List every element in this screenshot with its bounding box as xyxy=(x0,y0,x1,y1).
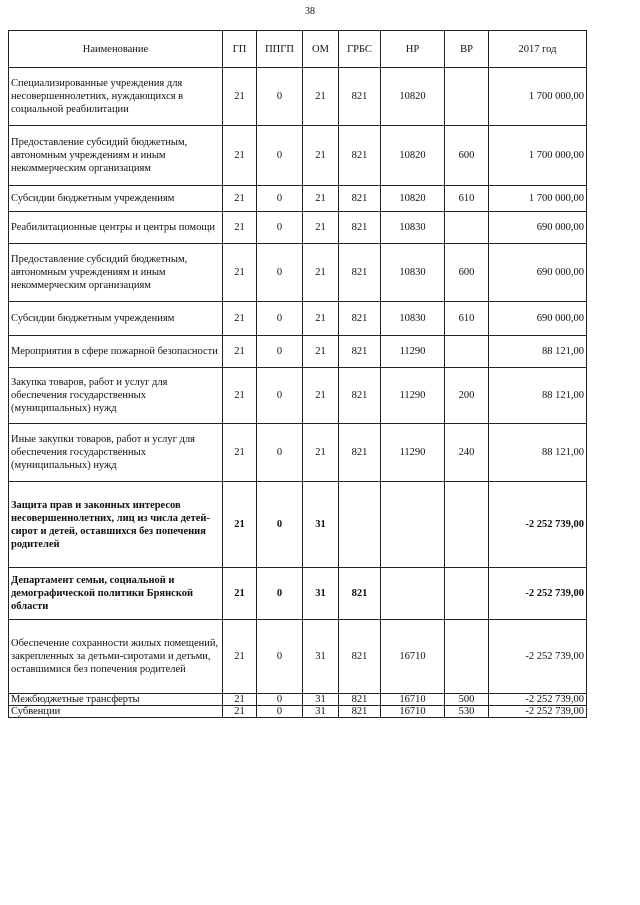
row-name: Реабилитационные центры и центры помощи xyxy=(9,212,223,244)
row-grbs: 821 xyxy=(339,694,381,706)
row-amount: 88 121,00 xyxy=(489,368,587,424)
row-gp: 21 xyxy=(223,694,257,706)
row-nr: 10830 xyxy=(381,212,445,244)
row-nr: 16710 xyxy=(381,620,445,694)
row-name: Предоставление субсидий бюджетным, автономным учреждениям и иным некоммерческим организациям xyxy=(9,126,223,186)
row-amount: 690 000,00 xyxy=(489,302,587,336)
row-ppgp: 0 xyxy=(257,620,303,694)
row-vr: 200 xyxy=(445,368,489,424)
row-vr xyxy=(445,212,489,244)
row-gp: 21 xyxy=(223,368,257,424)
row-gp: 21 xyxy=(223,186,257,212)
row-grbs: 821 xyxy=(339,302,381,336)
row-ppgp: 0 xyxy=(257,336,303,368)
header-gp: ГП xyxy=(223,31,257,68)
row-gp: 21 xyxy=(223,302,257,336)
row-om: 31 xyxy=(303,694,339,706)
row-gp: 21 xyxy=(223,336,257,368)
row-name: Обеспечение сохранности жилых помещений, закрепленных за детьми-сиротами и детьми, оставшимися без попечения родителей xyxy=(9,620,223,694)
row-grbs: 821 xyxy=(339,424,381,482)
row-om: 21 xyxy=(303,368,339,424)
row-amount: 1 700 000,00 xyxy=(489,186,587,212)
row-gp: 21 xyxy=(223,68,257,126)
table-row xyxy=(9,244,587,302)
row-vr: 600 xyxy=(445,244,489,302)
row-vr xyxy=(445,68,489,126)
row-nr xyxy=(381,482,445,568)
row-amount: -2 252 739,00 xyxy=(489,706,587,718)
row-om: 31 xyxy=(303,620,339,694)
row-om: 21 xyxy=(303,336,339,368)
table-row xyxy=(9,212,587,244)
table-row xyxy=(9,620,587,694)
row-ppgp: 0 xyxy=(257,212,303,244)
row-grbs xyxy=(339,482,381,568)
row-nr: 10820 xyxy=(381,186,445,212)
row-name: Мероприятия в сфере пожарной безопасности xyxy=(9,336,223,368)
row-ppgp: 0 xyxy=(257,694,303,706)
table-row xyxy=(9,302,587,336)
header-ppgp: ППГП xyxy=(257,31,303,68)
row-vr: 610 xyxy=(445,302,489,336)
row-ppgp: 0 xyxy=(257,424,303,482)
row-nr: 11290 xyxy=(381,336,445,368)
row-grbs: 821 xyxy=(339,186,381,212)
table-row xyxy=(9,424,587,482)
header-year: 2017 год xyxy=(489,31,587,68)
row-vr: 240 xyxy=(445,424,489,482)
table-row xyxy=(9,68,587,126)
row-name: Защита прав и законных интересов несовершеннолетних, лиц из числа детей-сирот и детей, оставшихся без попечения родителей xyxy=(9,482,223,568)
header-vr: ВР xyxy=(445,31,489,68)
row-gp: 21 xyxy=(223,568,257,620)
row-nr: 10830 xyxy=(381,302,445,336)
page-number: 38 xyxy=(305,6,315,17)
row-grbs: 821 xyxy=(339,568,381,620)
row-vr: 530 xyxy=(445,706,489,718)
row-gp: 21 xyxy=(223,126,257,186)
row-grbs: 821 xyxy=(339,244,381,302)
row-grbs: 821 xyxy=(339,212,381,244)
row-name: Межбюджетные трансферты xyxy=(9,694,223,706)
row-amount: -2 252 739,00 xyxy=(489,620,587,694)
row-name: Специализированные учреждения для несовершеннолетних, нуждающихся в социальной реабилитации xyxy=(9,68,223,126)
row-amount: 88 121,00 xyxy=(489,336,587,368)
header-om: ОМ xyxy=(303,31,339,68)
row-gp: 21 xyxy=(223,212,257,244)
row-gp: 21 xyxy=(223,620,257,694)
row-om: 21 xyxy=(303,68,339,126)
row-nr: 16710 xyxy=(381,706,445,718)
row-gp: 21 xyxy=(223,706,257,718)
table-row xyxy=(9,336,587,368)
row-om: 21 xyxy=(303,302,339,336)
table-row xyxy=(9,706,587,718)
row-om: 21 xyxy=(303,186,339,212)
row-nr: 10820 xyxy=(381,126,445,186)
row-ppgp: 0 xyxy=(257,68,303,126)
row-vr xyxy=(445,620,489,694)
row-amount: 88 121,00 xyxy=(489,424,587,482)
header-nr: НР xyxy=(381,31,445,68)
row-name: Субсидии бюджетным учреждениям xyxy=(9,302,223,336)
row-vr: 500 xyxy=(445,694,489,706)
row-name: Закупка товаров, работ и услуг для обеспечения государственных (муниципальных) нужд xyxy=(9,368,223,424)
header-name: Наименование xyxy=(9,31,223,68)
row-ppgp: 0 xyxy=(257,482,303,568)
row-ppgp: 0 xyxy=(257,302,303,336)
budget-table xyxy=(8,30,587,718)
row-nr: 10820 xyxy=(381,68,445,126)
row-grbs: 821 xyxy=(339,620,381,694)
row-om: 21 xyxy=(303,424,339,482)
row-grbs: 821 xyxy=(339,68,381,126)
row-amount: 1 700 000,00 xyxy=(489,126,587,186)
table-row xyxy=(9,368,587,424)
row-amount: 1 700 000,00 xyxy=(489,68,587,126)
row-vr: 600 xyxy=(445,126,489,186)
row-nr: 16710 xyxy=(381,694,445,706)
table-header-row xyxy=(9,31,587,68)
row-nr: 10830 xyxy=(381,244,445,302)
row-nr: 11290 xyxy=(381,368,445,424)
row-ppgp: 0 xyxy=(257,706,303,718)
row-om: 31 xyxy=(303,568,339,620)
row-grbs: 821 xyxy=(339,126,381,186)
row-name: Департамент семьи, социальной и демографической политики Брянской области xyxy=(9,568,223,620)
row-vr xyxy=(445,568,489,620)
row-name: Субсидии бюджетным учреждениям xyxy=(9,186,223,212)
row-nr xyxy=(381,568,445,620)
table-row xyxy=(9,482,587,568)
row-gp: 21 xyxy=(223,244,257,302)
row-om: 21 xyxy=(303,212,339,244)
row-vr xyxy=(445,482,489,568)
row-amount: -2 252 739,00 xyxy=(489,482,587,568)
row-name: Предоставление субсидий бюджетным, автономным учреждениям и иным некоммерческим организациям xyxy=(9,244,223,302)
row-grbs: 821 xyxy=(339,336,381,368)
row-grbs: 821 xyxy=(339,368,381,424)
table-row xyxy=(9,694,587,706)
row-gp: 21 xyxy=(223,482,257,568)
row-om: 31 xyxy=(303,482,339,568)
row-vr xyxy=(445,336,489,368)
row-ppgp: 0 xyxy=(257,568,303,620)
row-ppgp: 0 xyxy=(257,244,303,302)
row-om: 31 xyxy=(303,706,339,718)
row-name: Иные закупки товаров, работ и услуг для обеспечения государственных (муниципальных) нужд xyxy=(9,424,223,482)
row-vr: 610 xyxy=(445,186,489,212)
row-ppgp: 0 xyxy=(257,186,303,212)
row-om: 21 xyxy=(303,244,339,302)
row-om: 21 xyxy=(303,126,339,186)
row-name: Субвенции xyxy=(9,706,223,718)
table-row xyxy=(9,186,587,212)
row-ppgp: 0 xyxy=(257,126,303,186)
row-ppgp: 0 xyxy=(257,368,303,424)
row-amount: 690 000,00 xyxy=(489,212,587,244)
row-nr: 11290 xyxy=(381,424,445,482)
row-gp: 21 xyxy=(223,424,257,482)
row-amount: 690 000,00 xyxy=(489,244,587,302)
row-grbs: 821 xyxy=(339,706,381,718)
table-row xyxy=(9,126,587,186)
row-amount: -2 252 739,00 xyxy=(489,568,587,620)
table-row xyxy=(9,568,587,620)
row-amount: -2 252 739,00 xyxy=(489,694,587,706)
header-grbs: ГРБС xyxy=(339,31,381,68)
